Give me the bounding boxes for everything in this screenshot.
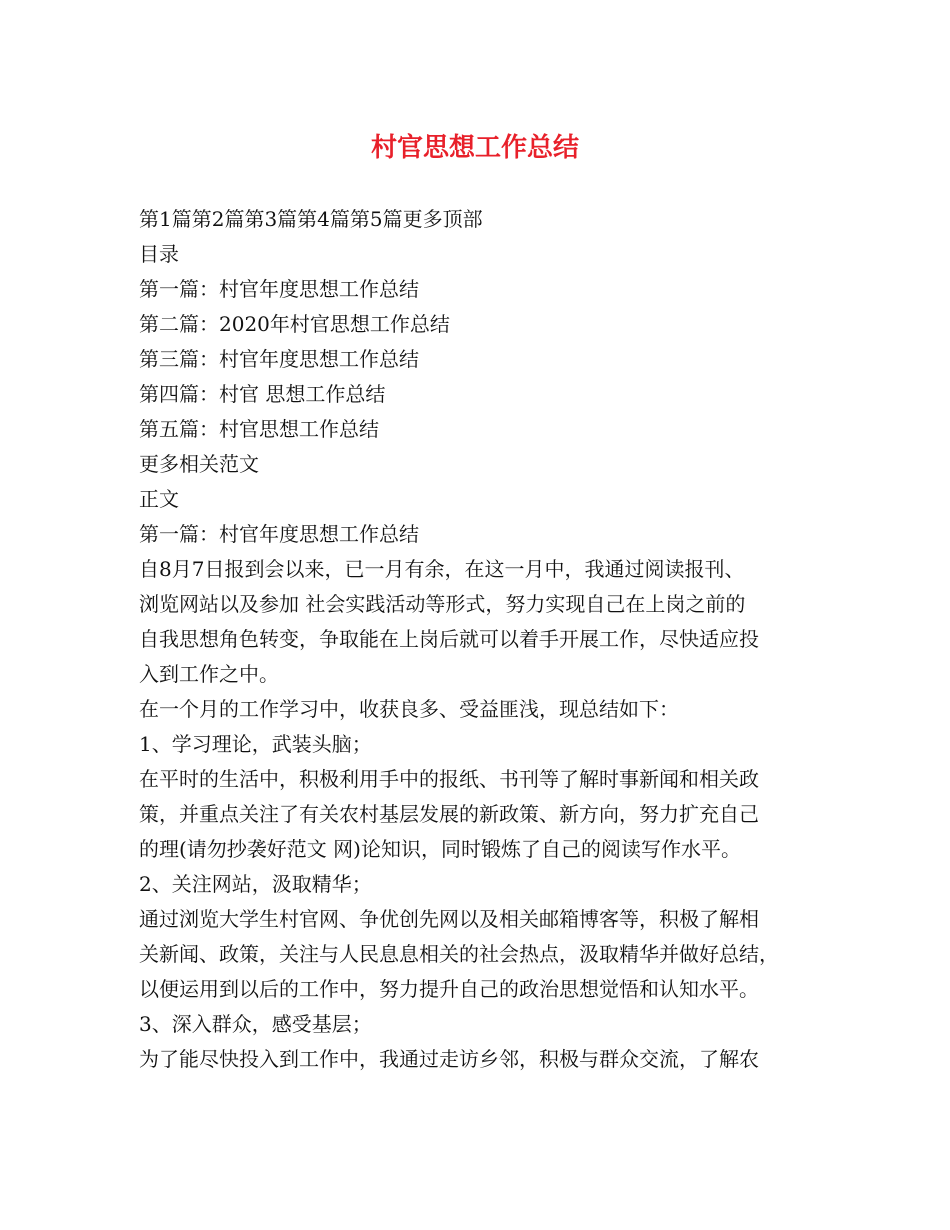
point2-paragraph [139,902,819,1007]
article-title: 第一篇：村官年度思想工作总结 [139,522,419,546]
paragraph-line: 在平时的生活中，积极利用手中的报纸、书刊等了解时事新闻和相关政 [139,767,759,791]
paragraph-line: 通过浏览大学生村官网、争优创先网以及相关邮箱博客等，积极了解相 [139,907,759,931]
paragraph-line: 策，并重点关注了有关农村基层发展的新政策、新方向，努力扩充自己 [139,802,759,826]
point3-paragraph [139,1042,819,1077]
paragraph-line: 自我思想角色转变，争取能在上岗后就可以着手开展工作，尽快适应投 [139,627,759,651]
paragraph-line: 为了能尽快投入到工作中，我通过走访乡邻，积极与群众交流，了解农 [139,1047,759,1071]
document-title: 村官思想工作总结 [370,133,579,163]
paragraph-line: 的理(请勿抄袭好范文 网)论知识，同时锻炼了自己的阅读写作水平。 [139,837,741,861]
toc-heading: 目录 [139,242,179,266]
section-nav: 第1篇第2篇第3篇第4篇第5篇更多顶部 [139,207,483,231]
paragraph-line: 浏览网站以及参加 社会实践活动等形式，努力实现自己在上岗之前的 [139,592,746,616]
document-body [139,202,819,1077]
more-related-label: 更多相关范文 [139,452,259,476]
toc-item: 第三篇：村官年度思想工作总结 [139,347,419,371]
toc-item: 第二篇：2020年村官思想工作总结 [139,312,450,336]
body-heading: 正文 [139,487,179,511]
toc-item: 第一篇：村官年度思想工作总结 [139,277,419,301]
paragraph-line: 关新闻、政策，关注与人民息息相关的社会热点，汲取精华并做好总结， [139,942,779,966]
point-heading: 2、关注网站，汲取精华； [139,872,372,896]
point-heading: 3、深入群众，感受基层； [139,1012,372,1036]
paragraph-line: 入到工作之中。 [139,662,279,686]
toc-item: 第四篇：村官 思想工作总结 [139,382,386,406]
paragraph-line: 自8月7日报到会以来，已一月有余，在这一月中，我通过阅读报刊、 [139,557,745,581]
intro-paragraph [139,552,819,692]
point-heading: 1、学习理论，武装头脑； [139,732,372,756]
paragraph-line: 以便运用到以后的工作中，努力提升自己的政治思想觉悟和认知水平。 [139,977,759,1001]
point1-paragraph [139,762,819,867]
toc-item: 第五篇：村官思想工作总结 [139,417,379,441]
summary-intro: 在一个月的工作学习中，收获良多、受益匪浅，现总结如下： [139,697,679,721]
